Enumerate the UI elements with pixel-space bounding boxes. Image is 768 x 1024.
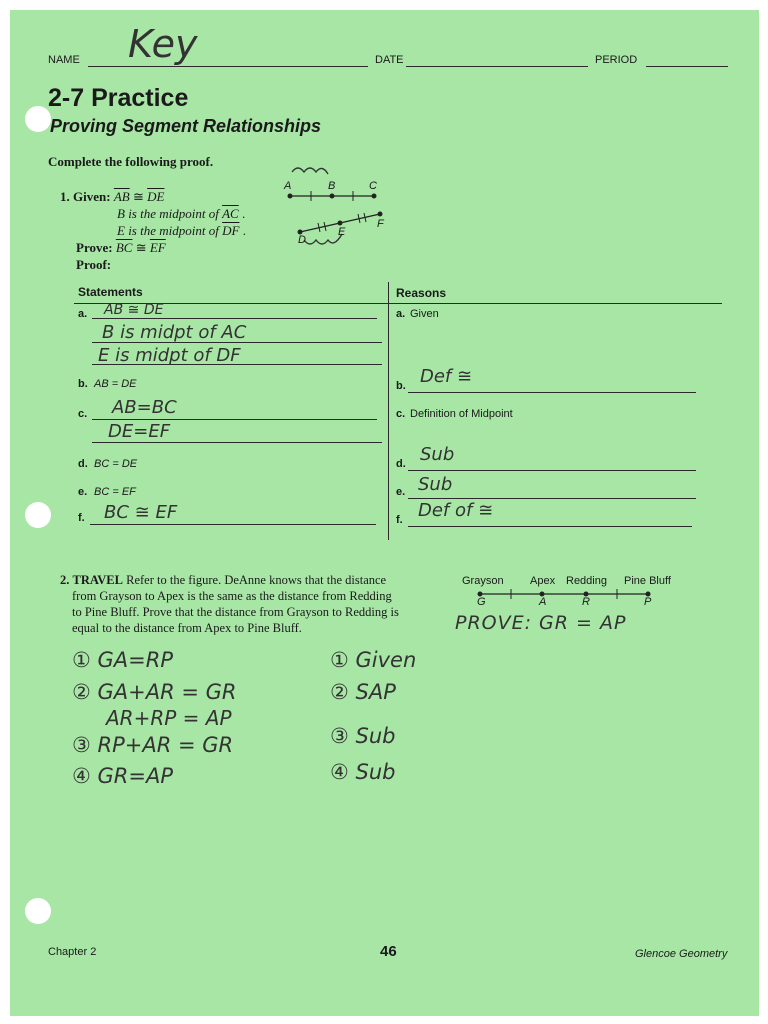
date-line — [406, 66, 588, 67]
p2-statement-4: ④ GR=AP — [72, 764, 173, 788]
statement-a2: B is midpt of AC — [102, 322, 247, 343]
point-a — [288, 194, 293, 199]
statement-d-letter: d. — [78, 458, 88, 470]
point-c — [372, 194, 377, 199]
point-f — [378, 212, 383, 217]
reason-e-line — [408, 498, 696, 499]
label-c: C — [369, 180, 377, 192]
label-b: B — [328, 180, 336, 192]
reason-f-line — [408, 526, 692, 527]
lesson-subtitle: Proving Segment Relationships — [50, 116, 322, 136]
statement-a-letter: a. — [78, 308, 88, 320]
reason-c: Definition of Midpoint — [410, 408, 513, 420]
city-redding: Redding — [566, 575, 607, 587]
p2-statement-3: ③ RP+AR = GR — [72, 733, 234, 757]
figure-scribble-bottom — [304, 234, 342, 244]
problem1-given: 1. Given: $\overline{AB}$ ≅ $\overline{DE}$ B is the midpoint of $\overline{AC}$ . E is the midpoint of $\overline{DF}$ . Prove: $\overline{BC}$ ≅ $\overline{EF}$ Proof: — [60, 189, 246, 272]
label-g: G — [477, 596, 486, 608]
label-d: D — [298, 234, 306, 246]
lesson-title: 2-7 Practice — [48, 84, 189, 112]
statement-a-line — [92, 318, 377, 319]
period-line — [646, 66, 728, 67]
statement-a3: E is midpt of DF — [98, 345, 241, 366]
reason-e: Sub — [418, 474, 453, 495]
label-e: E — [338, 226, 346, 238]
instructions: Complete the following proof. — [48, 154, 214, 169]
statement-e: BC = EF — [94, 486, 136, 498]
reason-a-letter: a. — [396, 308, 406, 320]
statement-f-line — [90, 524, 376, 525]
city-grayson: Grayson — [462, 575, 504, 587]
figure-scribble-top — [292, 168, 328, 174]
p2-reason-3: ③ Sub — [330, 724, 396, 748]
statement-d: BC = DE — [94, 458, 138, 470]
reason-b: Def ≅ — [420, 366, 473, 387]
statement-f-letter: f. — [78, 512, 85, 524]
reason-e-letter: e. — [396, 486, 406, 498]
city-apex: Apex — [530, 575, 556, 587]
p2-statement-1: ① GA=RP — [72, 648, 173, 672]
table-divider — [388, 282, 389, 540]
statement-c: AB=BC — [112, 397, 177, 418]
statements-header: Statements — [78, 285, 143, 299]
label-a-route: A — [539, 596, 547, 608]
name-label: NAME — [48, 54, 80, 66]
name-value: Key — [128, 22, 198, 66]
table-rule — [74, 303, 722, 304]
label-r: R — [582, 596, 590, 608]
label-a: A — [284, 180, 292, 192]
reason-d-line — [408, 470, 696, 471]
p2-reason-2: ② SAP — [330, 680, 396, 704]
footer-chapter: Chapter 2 — [48, 946, 97, 958]
reason-b-letter: b. — [396, 380, 406, 392]
reason-a: Given — [410, 308, 439, 320]
statement-a: AB ≅ DE — [104, 302, 164, 318]
statement-c-letter: c. — [78, 408, 88, 420]
statement-a3-line — [92, 364, 382, 365]
statement-b: AB = DE — [94, 378, 137, 390]
p2-statement-2b: AR+RP = AP — [106, 706, 232, 730]
period-label: PERIOD — [595, 54, 638, 66]
p2-reason-4: ④ Sub — [330, 760, 396, 784]
date-label: DATE — [375, 54, 404, 66]
statement-f: BC ≅ EF — [104, 502, 178, 523]
route-figure — [470, 586, 670, 606]
problem2-text: 2. TRAVEL Refer to the figure. DeAnne knows that the distance from Grayson to Apex is the same as the distance from Redding to Pine Bluff. Prove that the distance from Grayson to Redding is equal to the distance from Apex to Pine Bluff. — [60, 573, 399, 635]
footer-page: 46 — [380, 943, 397, 960]
reason-f-letter: f. — [396, 514, 403, 526]
p2-reason-1: ① Given — [330, 648, 417, 672]
reason-d-letter: d. — [396, 458, 406, 470]
p2-statement-2: ② GA+AR = GR — [72, 680, 237, 704]
reason-f: Def of ≅ — [418, 500, 494, 521]
statement-a2-line — [92, 342, 382, 343]
binder-hole-middle — [25, 502, 51, 528]
city-pine-bluff: Pine Bluff — [624, 575, 671, 587]
name-line — [88, 66, 368, 67]
label-p: P — [644, 596, 652, 608]
point-e — [338, 221, 343, 226]
prove-note: PROVE: GR = AP — [455, 612, 627, 634]
binder-hole-bottom — [25, 898, 51, 924]
reasons-header: Reasons — [396, 286, 447, 300]
statement-c2: DE=EF — [108, 421, 171, 442]
point-b — [330, 194, 335, 199]
label-f: F — [377, 218, 384, 230]
footer-publisher: Glencoe Geometry — [635, 948, 728, 960]
reason-c-letter: c. — [396, 408, 406, 420]
statement-e-letter: e. — [78, 486, 88, 498]
reason-b-line — [408, 392, 696, 393]
reason-d: Sub — [420, 444, 455, 465]
statement-b-letter: b. — [78, 378, 88, 390]
statement-c-line — [92, 419, 377, 420]
statement-c2-line — [92, 442, 382, 443]
